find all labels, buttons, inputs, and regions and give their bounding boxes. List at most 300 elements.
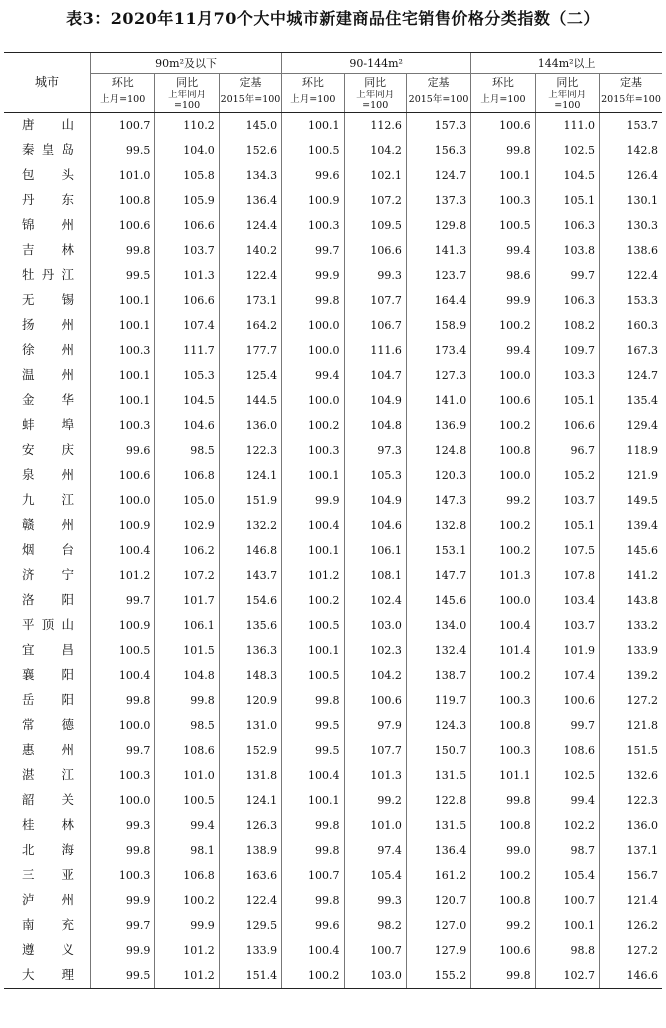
group-90-and-below-base-prev-month-label: 上月=100 bbox=[91, 90, 155, 112]
city-cell bbox=[4, 713, 91, 738]
value-cell: 102.9 bbox=[155, 513, 219, 538]
value-cell: 105.1 bbox=[535, 388, 599, 413]
value-cell: 99.8 bbox=[282, 888, 344, 913]
value-cell: 129.8 bbox=[406, 213, 470, 238]
city-cell bbox=[4, 263, 91, 288]
city-cell bbox=[4, 363, 91, 388]
city-cell bbox=[4, 463, 91, 488]
value-cell: 100.3 bbox=[471, 738, 535, 763]
value-cell: 100.4 bbox=[282, 938, 344, 963]
value-cell: 145.6 bbox=[600, 538, 663, 563]
value-cell: 106.1 bbox=[155, 613, 219, 638]
value-cell: 100.4 bbox=[282, 763, 344, 788]
table-row bbox=[4, 313, 662, 338]
city-name: 宜昌 bbox=[22, 642, 74, 658]
value-cell: 100.4 bbox=[91, 538, 155, 563]
value-cell: 130.3 bbox=[600, 213, 663, 238]
value-cell: 106.8 bbox=[155, 463, 219, 488]
value-cell: 100.0 bbox=[471, 463, 535, 488]
city-cell bbox=[4, 488, 91, 513]
value-cell: 100.3 bbox=[282, 213, 344, 238]
value-cell: 157.3 bbox=[406, 112, 470, 138]
value-cell: 151.9 bbox=[219, 488, 281, 513]
value-cell: 160.3 bbox=[600, 313, 663, 338]
value-cell: 104.2 bbox=[344, 138, 406, 163]
group-144-above-mom-header: 环比 bbox=[471, 74, 535, 91]
value-cell: 106.6 bbox=[155, 213, 219, 238]
city-name: 洛阳 bbox=[22, 592, 74, 608]
city-cell bbox=[4, 112, 91, 138]
city-name: 吉林 bbox=[22, 242, 74, 258]
value-cell: 107.4 bbox=[535, 663, 599, 688]
value-cell: 98.6 bbox=[471, 263, 535, 288]
value-cell: 147.3 bbox=[406, 488, 470, 513]
value-cell: 99.3 bbox=[91, 813, 155, 838]
value-cell: 99.5 bbox=[282, 713, 344, 738]
value-cell: 101.0 bbox=[91, 163, 155, 188]
value-cell: 106.2 bbox=[155, 538, 219, 563]
table-row bbox=[4, 188, 662, 213]
city-cell bbox=[4, 288, 91, 313]
value-cell: 100.5 bbox=[282, 663, 344, 688]
value-cell: 133.9 bbox=[600, 638, 663, 663]
group-90-and-below-header: 90m²及以下 bbox=[91, 53, 282, 74]
value-cell: 100.7 bbox=[344, 938, 406, 963]
value-cell: 105.4 bbox=[344, 863, 406, 888]
city-name: 北海 bbox=[22, 842, 74, 858]
value-cell: 99.8 bbox=[282, 838, 344, 863]
value-cell: 164.2 bbox=[219, 313, 281, 338]
value-cell: 106.3 bbox=[535, 288, 599, 313]
city-name: 温州 bbox=[22, 367, 74, 383]
value-cell: 107.7 bbox=[344, 288, 406, 313]
value-cell: 99.3 bbox=[344, 263, 406, 288]
table-row bbox=[4, 463, 662, 488]
value-cell: 153.7 bbox=[600, 112, 663, 138]
value-cell: 99.6 bbox=[282, 913, 344, 938]
value-cell: 139.4 bbox=[600, 513, 663, 538]
value-cell: 100.3 bbox=[91, 413, 155, 438]
value-cell: 136.4 bbox=[219, 188, 281, 213]
value-cell: 98.7 bbox=[535, 838, 599, 863]
value-cell: 138.7 bbox=[406, 663, 470, 688]
city-cell bbox=[4, 963, 91, 989]
value-cell: 132.6 bbox=[600, 763, 663, 788]
group-144-above-base-header: 定基 bbox=[600, 74, 663, 91]
city-cell bbox=[4, 763, 91, 788]
value-cell: 132.8 bbox=[406, 513, 470, 538]
value-cell: 99.8 bbox=[91, 688, 155, 713]
value-cell: 145.0 bbox=[219, 112, 281, 138]
value-cell: 99.4 bbox=[471, 238, 535, 263]
city-cell bbox=[4, 913, 91, 938]
value-cell: 120.7 bbox=[406, 888, 470, 913]
value-cell: 126.3 bbox=[219, 813, 281, 838]
value-cell: 156.3 bbox=[406, 138, 470, 163]
group-90-144-header: 90-144m² bbox=[282, 53, 471, 74]
value-cell: 121.4 bbox=[600, 888, 663, 913]
group-90-144-base-header: 定基 bbox=[406, 74, 470, 91]
table-row bbox=[4, 438, 662, 463]
value-cell: 103.0 bbox=[344, 613, 406, 638]
city-cell bbox=[4, 738, 91, 763]
value-cell: 122.4 bbox=[219, 263, 281, 288]
value-cell: 127.9 bbox=[406, 938, 470, 963]
value-cell: 167.3 bbox=[600, 338, 663, 363]
value-cell: 107.4 bbox=[155, 313, 219, 338]
value-cell: 103.7 bbox=[535, 488, 599, 513]
value-cell: 122.3 bbox=[600, 788, 663, 813]
city-name: 常德 bbox=[22, 717, 74, 733]
value-cell: 111.7 bbox=[155, 338, 219, 363]
value-cell: 131.8 bbox=[219, 763, 281, 788]
city-cell bbox=[4, 863, 91, 888]
value-cell: 107.8 bbox=[535, 563, 599, 588]
value-cell: 101.3 bbox=[471, 563, 535, 588]
city-name: 金华 bbox=[22, 392, 74, 408]
value-cell: 141.0 bbox=[406, 388, 470, 413]
value-cell: 108.2 bbox=[535, 313, 599, 338]
value-cell: 106.1 bbox=[344, 538, 406, 563]
value-cell: 134.3 bbox=[219, 163, 281, 188]
value-cell: 100.2 bbox=[282, 413, 344, 438]
value-cell: 100.7 bbox=[282, 863, 344, 888]
value-cell: 104.6 bbox=[344, 513, 406, 538]
table-row bbox=[4, 863, 662, 888]
table-row bbox=[4, 838, 662, 863]
value-cell: 100.0 bbox=[91, 488, 155, 513]
value-cell: 137.3 bbox=[406, 188, 470, 213]
value-cell: 148.3 bbox=[219, 663, 281, 688]
city-name: 襄阳 bbox=[22, 667, 74, 683]
city-name: 烟台 bbox=[22, 542, 74, 558]
city-name: 济宁 bbox=[22, 567, 74, 583]
value-cell: 131.5 bbox=[406, 763, 470, 788]
city-cell bbox=[4, 663, 91, 688]
city-cell bbox=[4, 613, 91, 638]
table-row bbox=[4, 913, 662, 938]
value-cell: 100.4 bbox=[91, 663, 155, 688]
value-cell: 106.6 bbox=[344, 238, 406, 263]
value-cell: 99.8 bbox=[471, 963, 535, 989]
value-cell: 101.9 bbox=[535, 638, 599, 663]
value-cell: 106.3 bbox=[535, 213, 599, 238]
city-name: 平顶山 bbox=[22, 617, 74, 633]
value-cell: 100.1 bbox=[535, 913, 599, 938]
city-cell bbox=[4, 413, 91, 438]
value-cell: 108.1 bbox=[344, 563, 406, 588]
value-cell: 102.2 bbox=[535, 813, 599, 838]
value-cell: 98.5 bbox=[155, 438, 219, 463]
value-cell: 131.5 bbox=[406, 813, 470, 838]
value-cell: 134.0 bbox=[406, 613, 470, 638]
value-cell: 104.6 bbox=[155, 413, 219, 438]
table-row bbox=[4, 163, 662, 188]
value-cell: 121.9 bbox=[600, 463, 663, 488]
table-row bbox=[4, 488, 662, 513]
value-cell: 127.3 bbox=[406, 363, 470, 388]
value-cell: 106.6 bbox=[155, 288, 219, 313]
value-cell: 100.6 bbox=[91, 463, 155, 488]
value-cell: 100.1 bbox=[282, 788, 344, 813]
value-cell: 132.2 bbox=[219, 513, 281, 538]
value-cell: 101.7 bbox=[155, 588, 219, 613]
value-cell: 102.5 bbox=[535, 763, 599, 788]
value-cell: 122.4 bbox=[219, 888, 281, 913]
value-cell: 99.5 bbox=[91, 138, 155, 163]
group-144-above-yoy-header: 同比 bbox=[535, 74, 599, 91]
city-name: 蚌埠 bbox=[22, 417, 74, 433]
value-cell: 119.7 bbox=[406, 688, 470, 713]
value-cell: 122.4 bbox=[600, 263, 663, 288]
table-row bbox=[4, 413, 662, 438]
value-cell: 140.2 bbox=[219, 238, 281, 263]
value-cell: 98.1 bbox=[155, 838, 219, 863]
table-row bbox=[4, 738, 662, 763]
value-cell: 97.3 bbox=[344, 438, 406, 463]
value-cell: 125.4 bbox=[219, 363, 281, 388]
city-cell bbox=[4, 188, 91, 213]
table-row bbox=[4, 813, 662, 838]
table-row bbox=[4, 112, 662, 138]
value-cell: 100.2 bbox=[282, 588, 344, 613]
value-cell: 100.2 bbox=[282, 963, 344, 989]
value-cell: 100.0 bbox=[282, 313, 344, 338]
value-cell: 105.4 bbox=[535, 863, 599, 888]
value-cell: 100.4 bbox=[282, 513, 344, 538]
city-name: 锦州 bbox=[22, 217, 74, 233]
value-cell: 105.2 bbox=[535, 463, 599, 488]
value-cell: 121.8 bbox=[600, 713, 663, 738]
value-cell: 107.7 bbox=[344, 738, 406, 763]
value-cell: 136.0 bbox=[600, 813, 663, 838]
value-cell: 152.9 bbox=[219, 738, 281, 763]
value-cell: 99.4 bbox=[155, 813, 219, 838]
value-cell: 99.4 bbox=[471, 338, 535, 363]
table-row bbox=[4, 713, 662, 738]
value-cell: 145.6 bbox=[406, 588, 470, 613]
value-cell: 100.1 bbox=[91, 313, 155, 338]
value-cell: 101.2 bbox=[91, 563, 155, 588]
value-cell: 102.4 bbox=[344, 588, 406, 613]
value-cell: 100.6 bbox=[471, 112, 535, 138]
value-cell: 107.5 bbox=[535, 538, 599, 563]
table-row bbox=[4, 513, 662, 538]
value-cell: 127.0 bbox=[406, 913, 470, 938]
value-cell: 100.9 bbox=[91, 613, 155, 638]
value-cell: 100.2 bbox=[471, 538, 535, 563]
value-cell: 97.9 bbox=[344, 713, 406, 738]
value-cell: 101.2 bbox=[155, 938, 219, 963]
value-cell: 102.3 bbox=[344, 638, 406, 663]
value-cell: 138.6 bbox=[600, 238, 663, 263]
table-row bbox=[4, 613, 662, 638]
value-cell: 153.1 bbox=[406, 538, 470, 563]
value-cell: 104.8 bbox=[155, 663, 219, 688]
value-cell: 138.9 bbox=[219, 838, 281, 863]
value-cell: 104.9 bbox=[344, 488, 406, 513]
value-cell: 99.7 bbox=[535, 263, 599, 288]
value-cell: 124.1 bbox=[219, 788, 281, 813]
value-cell: 100.6 bbox=[471, 938, 535, 963]
value-cell: 106.6 bbox=[535, 413, 599, 438]
city-cell bbox=[4, 538, 91, 563]
value-cell: 136.0 bbox=[219, 413, 281, 438]
city-name: 桂林 bbox=[22, 817, 74, 833]
value-cell: 99.7 bbox=[91, 913, 155, 938]
value-cell: 149.5 bbox=[600, 488, 663, 513]
value-cell: 100.1 bbox=[282, 538, 344, 563]
value-cell: 100.0 bbox=[471, 363, 535, 388]
table-row bbox=[4, 263, 662, 288]
value-cell: 122.8 bbox=[406, 788, 470, 813]
group-90-and-below-yoy-header: 同比 bbox=[155, 74, 219, 91]
value-cell: 100.8 bbox=[471, 438, 535, 463]
value-cell: 99.4 bbox=[535, 788, 599, 813]
value-cell: 143.7 bbox=[219, 563, 281, 588]
value-cell: 141.2 bbox=[600, 563, 663, 588]
value-cell: 100.2 bbox=[155, 888, 219, 913]
value-cell: 112.6 bbox=[344, 112, 406, 138]
table-row bbox=[4, 888, 662, 913]
value-cell: 100.1 bbox=[471, 163, 535, 188]
city-cell bbox=[4, 513, 91, 538]
city-name: 无锡 bbox=[22, 292, 74, 308]
value-cell: 147.7 bbox=[406, 563, 470, 588]
value-cell: 136.3 bbox=[219, 638, 281, 663]
value-cell: 100.1 bbox=[282, 112, 344, 138]
value-cell: 124.8 bbox=[406, 438, 470, 463]
value-cell: 131.0 bbox=[219, 713, 281, 738]
value-cell: 100.8 bbox=[471, 713, 535, 738]
value-cell: 100.1 bbox=[91, 363, 155, 388]
value-cell: 105.9 bbox=[155, 188, 219, 213]
city-name: 唐山 bbox=[22, 117, 74, 133]
value-cell: 103.7 bbox=[535, 613, 599, 638]
value-cell: 100.1 bbox=[91, 388, 155, 413]
table-row bbox=[4, 938, 662, 963]
group-90-144-base-prev-year-label: 上年同月=100 bbox=[344, 90, 406, 112]
value-cell: 124.3 bbox=[406, 713, 470, 738]
value-cell: 105.1 bbox=[535, 188, 599, 213]
city-cell bbox=[4, 213, 91, 238]
value-cell: 100.4 bbox=[471, 613, 535, 638]
value-cell: 100.0 bbox=[282, 338, 344, 363]
value-cell: 99.7 bbox=[535, 713, 599, 738]
value-cell: 126.4 bbox=[600, 163, 663, 188]
city-cell bbox=[4, 163, 91, 188]
city-cell bbox=[4, 838, 91, 863]
value-cell: 100.1 bbox=[282, 463, 344, 488]
value-cell: 104.5 bbox=[155, 388, 219, 413]
table-row bbox=[4, 788, 662, 813]
value-cell: 100.8 bbox=[471, 888, 535, 913]
table-row bbox=[4, 963, 662, 989]
value-cell: 173.1 bbox=[219, 288, 281, 313]
city-cell bbox=[4, 588, 91, 613]
value-cell: 152.6 bbox=[219, 138, 281, 163]
value-cell: 146.8 bbox=[219, 538, 281, 563]
value-cell: 102.5 bbox=[535, 138, 599, 163]
table-row bbox=[4, 238, 662, 263]
value-cell: 118.9 bbox=[600, 438, 663, 463]
city-cell bbox=[4, 888, 91, 913]
value-cell: 100.5 bbox=[155, 788, 219, 813]
city-name: 惠州 bbox=[22, 742, 74, 758]
page-title: 表3：2020年11月70个大中城市新建商品住宅销售价格分类指数（二） bbox=[66, 9, 600, 28]
value-cell: 107.2 bbox=[155, 563, 219, 588]
value-cell: 106.7 bbox=[344, 313, 406, 338]
value-cell: 99.2 bbox=[344, 788, 406, 813]
value-cell: 133.2 bbox=[600, 613, 663, 638]
value-cell: 127.2 bbox=[600, 938, 663, 963]
value-cell: 104.5 bbox=[535, 163, 599, 188]
group-144-above-base-prev-year-label: 上年同月=100 bbox=[535, 90, 599, 112]
value-cell: 101.2 bbox=[155, 963, 219, 989]
value-cell: 104.9 bbox=[344, 388, 406, 413]
value-cell: 135.4 bbox=[600, 388, 663, 413]
value-cell: 100.5 bbox=[282, 138, 344, 163]
value-cell: 100.7 bbox=[535, 888, 599, 913]
value-cell: 100.9 bbox=[91, 513, 155, 538]
city-name: 包头 bbox=[22, 167, 74, 183]
value-cell: 123.7 bbox=[406, 263, 470, 288]
table-row bbox=[4, 338, 662, 363]
value-cell: 103.4 bbox=[535, 588, 599, 613]
value-cell: 102.1 bbox=[344, 163, 406, 188]
value-cell: 164.4 bbox=[406, 288, 470, 313]
group-90-and-below-base-header: 定基 bbox=[219, 74, 281, 91]
value-cell: 129.4 bbox=[600, 413, 663, 438]
value-cell: 103.8 bbox=[535, 238, 599, 263]
value-cell: 99.9 bbox=[91, 888, 155, 913]
value-cell: 111.0 bbox=[535, 112, 599, 138]
value-cell: 99.8 bbox=[282, 288, 344, 313]
value-cell: 100.6 bbox=[344, 688, 406, 713]
city-name: 安庆 bbox=[22, 442, 74, 458]
value-cell: 100.1 bbox=[282, 638, 344, 663]
value-cell: 100.9 bbox=[282, 188, 344, 213]
group-144-above-base-2015-label: 2015年=100 bbox=[600, 90, 663, 112]
value-cell: 105.0 bbox=[155, 488, 219, 513]
value-cell: 99.9 bbox=[471, 288, 535, 313]
value-cell: 110.2 bbox=[155, 112, 219, 138]
value-cell: 124.4 bbox=[219, 213, 281, 238]
value-cell: 100.5 bbox=[282, 613, 344, 638]
group-90-and-below-base-2015-label: 2015年=100 bbox=[219, 90, 281, 112]
city-name: 大理 bbox=[22, 967, 74, 983]
value-cell: 101.0 bbox=[344, 813, 406, 838]
value-cell: 100.0 bbox=[282, 388, 344, 413]
value-cell: 101.1 bbox=[471, 763, 535, 788]
city-name: 泸州 bbox=[22, 892, 74, 908]
city-cell bbox=[4, 313, 91, 338]
value-cell: 100.2 bbox=[471, 313, 535, 338]
value-cell: 120.3 bbox=[406, 463, 470, 488]
city-name: 赣州 bbox=[22, 517, 74, 533]
city-cell bbox=[4, 438, 91, 463]
group-144-above-header: 144m²以上 bbox=[471, 53, 662, 74]
value-cell: 99.7 bbox=[282, 238, 344, 263]
value-cell: 99.8 bbox=[91, 838, 155, 863]
value-cell: 100.3 bbox=[282, 438, 344, 463]
value-cell: 104.2 bbox=[344, 663, 406, 688]
value-cell: 100.3 bbox=[91, 338, 155, 363]
value-cell: 99.3 bbox=[344, 888, 406, 913]
value-cell: 139.2 bbox=[600, 663, 663, 688]
value-cell: 144.5 bbox=[219, 388, 281, 413]
value-cell: 100.0 bbox=[471, 588, 535, 613]
